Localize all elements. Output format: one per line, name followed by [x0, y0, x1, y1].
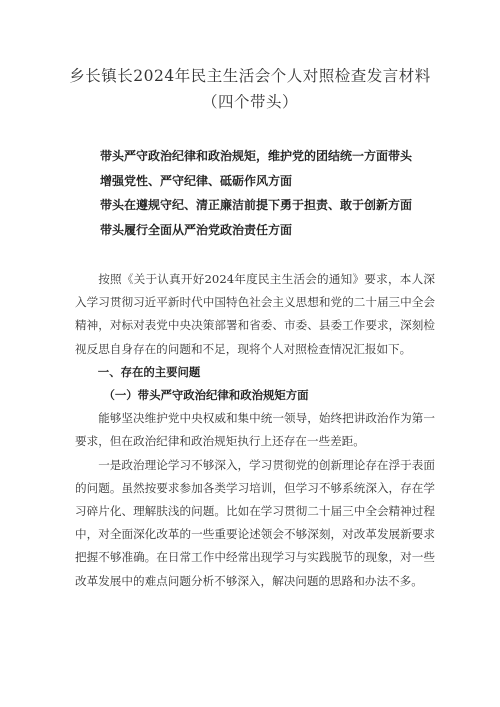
document-title: 乡长镇长2024年民主生活会个人对照检查发言材料: [69, 67, 431, 85]
heading-list: [100, 144, 440, 242]
section-title: 一、存在的主要问题: [97, 364, 201, 379]
heading-item: 带头履行全面从严治党政治责任方面: [100, 222, 293, 237]
heading-item: 带头在遵规守纪、清正廉洁前提下勇于担责、敢于创新方面: [100, 198, 413, 213]
subsection-title: （一）带头严守政治纪律和政治规矩方面: [103, 388, 309, 403]
heading-item: 增强党性、严守纪律、砥砺作风方面: [100, 173, 293, 188]
intro-paragraph: 按照《关于认真开好2024年度民主生活会的通知》要求，本人深入学习贯彻习近平新时代中国特色社会主义思想和党的二十届三中全会精神，对标对表党中央决策部署和省委、市委、县委工作要求，深刻检视反思自身存在的问题和不足，现将个人对照检查情况汇报如下。: [75, 272, 435, 356]
body-paragraph: 一是政治理论学习不够深入，学习贯彻党的创新理论存在浮于表面的问题。虽然按要求参加各类学习培训，但学习不够系统深入，存在学习碎片化、理解肤浅的问题。比如在学习贯彻二十届三中全会精神过程中，对全面深化改革的一些重要论述领会不够深刻，对改革发展新要求把握不够准确。在日常工作中经常出现学习与实践脱节的现象，对一些改革发展中的难点问题分析不够深入，解决问题的思路和办法不多。: [75, 457, 435, 588]
body-paragraph: 能够坚决维护党中央权威和集中统一领导，始终把讲政治作为第一要求，但在政治纪律和政治规矩执行上还存在一些差距。: [75, 411, 435, 449]
document-body: [75, 268, 435, 593]
heading-item: 带头严守政治纪律和政治规矩，维护党的团结统一方面带头: [100, 149, 413, 163]
document-subtitle: （四个带头）: [201, 93, 298, 111]
